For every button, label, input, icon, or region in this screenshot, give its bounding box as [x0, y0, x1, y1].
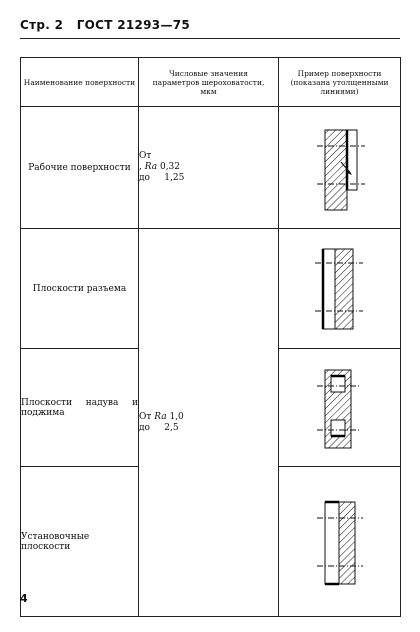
- roughness-value-2: От Ra 1,0 до 2,5: [139, 229, 279, 617]
- header-surface-name: Наименование поверхности: [21, 58, 139, 107]
- section-drawing-2: [305, 239, 375, 339]
- page-number: 4: [20, 592, 28, 605]
- surface-name: Плоскости разъема: [21, 229, 139, 349]
- table-row: [21, 229, 401, 349]
- section-drawing-3: [305, 358, 375, 458]
- section-drawing-1: [305, 118, 375, 218]
- surface-table: [20, 57, 401, 617]
- header-rule: [20, 38, 400, 39]
- surface-example-2: [279, 229, 401, 349]
- header-surface-example: Пример поверхности (показана утолщенными линиями): [279, 58, 401, 107]
- table-row: [21, 107, 401, 229]
- section-drawing-4: [305, 492, 375, 592]
- surface-example-3: [279, 349, 401, 467]
- surface-example-1: [279, 107, 401, 229]
- roughness-value-1: От , Ra 0,32 до 1,25: [139, 107, 279, 229]
- page-label: Стр. 2: [20, 18, 64, 32]
- page-header: [20, 18, 190, 32]
- table-header-row: [21, 58, 401, 107]
- surface-name: Плоскости надува и поджима: [21, 349, 139, 467]
- surface-example-4: [279, 467, 401, 617]
- header-roughness-values: Числовые значения параметров шероховатости, мкм: [139, 58, 279, 107]
- standard-code: ГОСТ 21293—75: [76, 18, 191, 32]
- surface-name: Рабочие поверхности: [21, 107, 139, 229]
- surface-name: Установочные плоскости: [21, 467, 139, 617]
